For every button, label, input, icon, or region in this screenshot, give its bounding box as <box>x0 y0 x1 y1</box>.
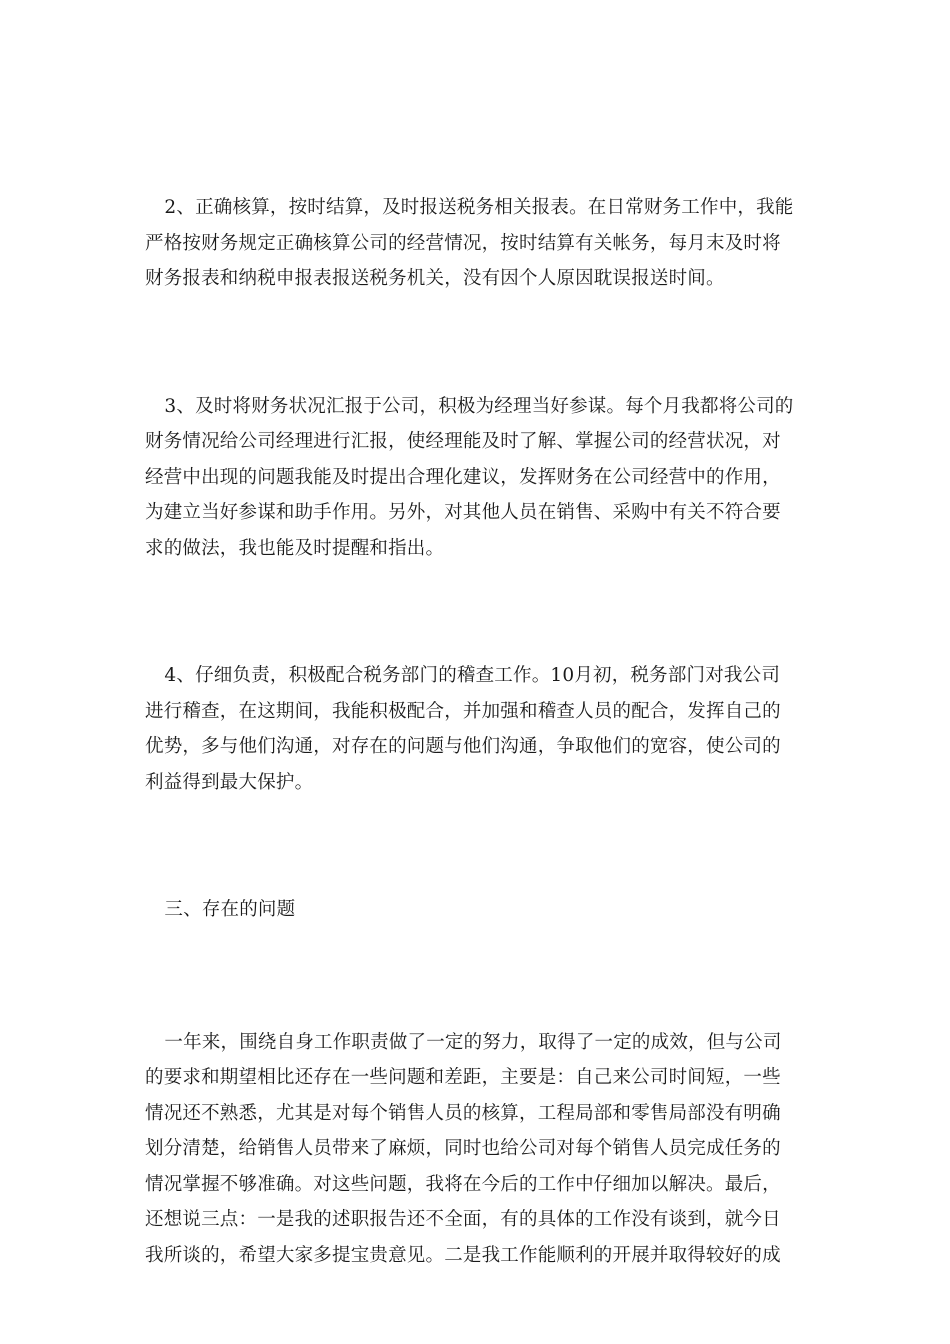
paragraph-line: 3、及时将财务状况汇报于公司，积极为经理当好参谋。每个月我都将公司的 <box>164 395 794 417</box>
paragraph-line: 优势，多与他们沟通，对存在的问题与他们沟通，争取他们的宽容，使公司的 <box>145 736 781 757</box>
paragraph-line: 2、正确核算，按时结算，及时报送税务相关报表。在日常财务工作中，我能 <box>164 197 794 218</box>
section-heading-text: 三、存在的问题 <box>164 899 296 920</box>
paragraph-line: 划分清楚，给销售人员带来了麻烦，同时也给公司对每个销售人员完成任务的 <box>145 1138 781 1159</box>
paragraph-line: 严格按财务规定正确核算公司的经营情况，按时结算有关帐务，每月末及时将 <box>145 232 781 254</box>
paragraph-line: 财务报表和纳税申报表报送税务机关，没有因个人原因耽误报送时间。 <box>145 268 725 289</box>
paragraph-line: 情况还不熟悉，尤其是对每个销售人员的核算，工程局部和零售局部没有明确 <box>145 1102 781 1124</box>
paragraph-line: 经营中出现的问题我能及时提出合理化建议，发挥财务在公司经营中的作用， <box>145 466 781 488</box>
paragraph-spacer <box>145 928 811 1025</box>
paragraph-line: 利益得到最大保护。 <box>145 771 314 793</box>
paragraph-item-4 <box>145 658 811 800</box>
paragraph-spacer <box>145 566 811 658</box>
paragraph-spacer <box>145 800 811 892</box>
paragraph-line: 一年来，围绕自身工作职责做了一定的努力，取得了一定的成效，但与公司 <box>164 1031 782 1053</box>
paragraph-problems <box>145 1025 811 1274</box>
paragraph-line: 为建立当好参谋和助手作用。另外，对其他人员在销售、采购中有关不符合要 <box>145 502 781 523</box>
paragraph-line: 求的做法，我也能及时提醒和指出。 <box>145 537 445 559</box>
paragraph-spacer <box>145 297 811 389</box>
paragraph-line: 还想说三点：一是我的述职报告还不全面，有的具体的工作没有谈到，就今日 <box>145 1209 781 1230</box>
document-page <box>145 190 811 1273</box>
paragraph-line: 的要求和期望相比还存在一些问题和差距，主要是：自己来公司时间短，一些 <box>145 1067 781 1088</box>
section-heading <box>145 892 811 928</box>
paragraph-line: 我所谈的，希望大家多提宝贵意见。二是我工作能顺利的开展并取得较好的成 <box>145 1244 781 1266</box>
paragraph-item-2 <box>145 190 811 297</box>
paragraph-line: 财务情况给公司经理进行汇报，使经理能及时了解、掌握公司的经营状况，对 <box>145 431 781 452</box>
paragraph-line: 进行稽查，在这期间，我能积极配合，并加强和稽查人员的配合，发挥自己的 <box>145 700 781 722</box>
paragraph-item-3 <box>145 389 811 567</box>
paragraph-line: 4、仔细负责，积极配合税务部门的稽查工作。10月初，税务部门对我公司 <box>164 665 781 686</box>
paragraph-line: 情况掌握不够准确。对这些问题，我将在今后的工作中仔细加以解决。最后， <box>145 1173 781 1195</box>
